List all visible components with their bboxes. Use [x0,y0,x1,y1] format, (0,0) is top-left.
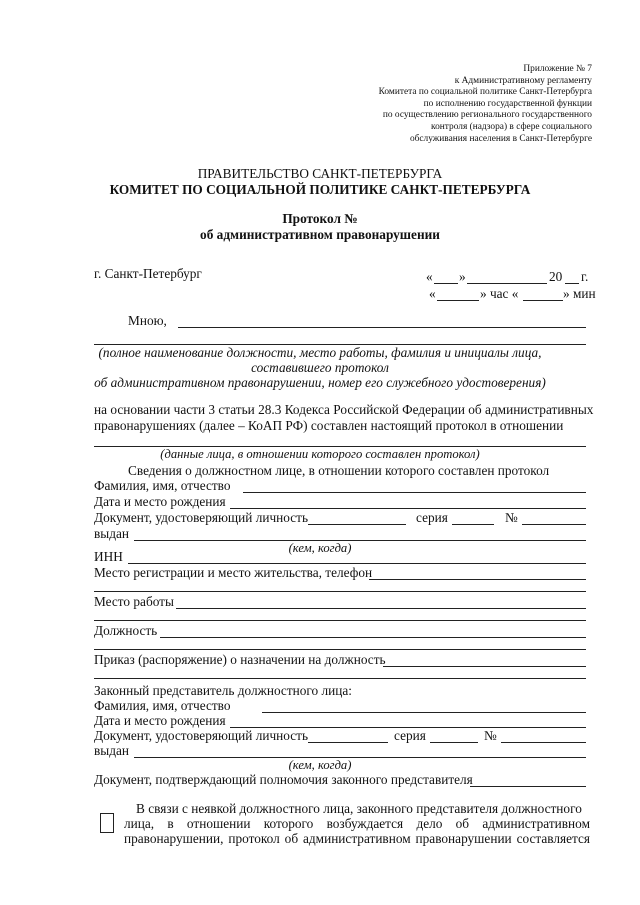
appendix-line: контроля (надзора) в сфере социального [431,121,592,132]
minute-field[interactable] [523,300,563,301]
appendix-line: Комитета по социальной политике Санкт-Петербурга [378,87,592,98]
year-field[interactable] [565,283,579,284]
composer-hint: об административном правонарушении, номер его служебного удостоверения) [94,375,546,390]
official-inn-label: ИНН [94,549,123,564]
official-number-field[interactable] [522,524,586,525]
representative-issued-hint: (кем, когда) [288,758,352,772]
month-field[interactable] [467,283,547,284]
hour-label: » час « [480,286,519,301]
representative-number-label: № [484,728,497,743]
official-order-label: Приказ (распоряжение) о назначении на должность [94,652,386,667]
representative-name-label: Фамилия, имя, отчество [94,698,231,713]
date-close-quote: » [459,269,466,284]
appendix-block [332,64,592,145]
subject-hint: (данные лица, в отношении которого составлен протокол) [160,447,480,461]
absence-text: лица, в отношении которого возбуждается дело об административном [124,816,590,831]
official-position-field-line-2[interactable] [94,649,586,650]
representative-authority-label: Документ, подтверждающий полномочия законного представителя [94,772,473,787]
official-workplace-field[interactable] [176,608,586,609]
official-name-field[interactable] [243,492,586,493]
protocol-title: Протокол № [282,211,358,226]
representative-authority-field[interactable] [470,786,586,787]
official-workplace-field-line-2[interactable] [94,620,586,621]
official-inn-field[interactable] [128,563,586,564]
official-id-label: Документ, удостоверяющий личность [94,510,309,525]
absence-checkbox[interactable] [100,813,114,833]
official-issued-label: выдан [94,526,129,541]
composer-field[interactable] [178,327,586,328]
composer-hint: (полное наименование должности, место работы, фамилия и инициалы лица, [98,345,542,360]
basis-text: на основании части 3 статьи 28.3 Кодекса Российской Федерации об административных [94,402,594,417]
official-registration-field-line-2[interactable] [94,591,586,592]
appendix-line: к Административному регламенту [454,75,592,86]
representative-birth-label: Дата и место рождения [94,713,226,728]
minute-label: » мин [563,286,596,301]
official-series-field[interactable] [452,524,494,525]
appendix-line: по осуществлению регионального государственного [382,110,592,121]
date-open-quote: « [426,269,433,284]
composer-label: Мною, [128,313,167,328]
appendix-line: Приложение № 7 [523,64,592,74]
official-order-field-line-2[interactable] [94,678,586,679]
representative-id-label: Документ, удостоверяющий личность [94,728,309,743]
representative-number-field[interactable] [501,742,586,743]
basis-text: правонарушениях (далее – КоАП РФ) составлен настоящий протокол в отношении [94,418,564,433]
absence-text: В связи с неявкой должностного лица, законного представителя должностного [136,801,582,816]
representative-section-title: Законный представитель должностного лица: [94,683,352,698]
official-id-field[interactable] [308,524,406,525]
official-order-field[interactable] [383,666,586,667]
official-series-label: серия [416,510,448,525]
government-title: ПРАВИТЕЛЬСТВО САНКТ-ПЕТЕРБУРГА [197,166,443,181]
representative-series-field[interactable] [430,742,478,743]
appendix-line: обслуживания населения в Санкт-Петербурге [409,133,592,144]
protocol-subtitle: об административном правонарушении [200,227,440,242]
year-suffix: г. [581,269,589,284]
representative-series-label: серия [394,728,426,743]
official-registration-label: Место регистрации и место жительства, телефон [94,565,373,580]
official-birth-field[interactable] [230,508,586,509]
city-label: г. Санкт-Петербург [94,266,202,281]
representative-issued-label: выдан [94,743,129,758]
day-field[interactable] [434,283,458,284]
representative-name-field[interactable] [262,712,586,713]
year-prefix: 20 [549,269,563,284]
official-position-label: Должность [94,623,158,638]
official-name-label: Фамилия, имя, отчество [94,478,231,493]
representative-id-field[interactable] [308,742,388,743]
official-registration-field[interactable] [369,579,586,580]
composer-hint: составившего протокол [251,360,389,375]
official-section-title: Сведения о должностном лице, в отношении которого составлен протокол [128,463,550,478]
committee-title: КОМИТЕТ ПО СОЦИАЛЬНОЙ ПОЛИТИКЕ САНКТ-ПЕТЕРБУРГА [109,182,531,197]
appendix-line: по исполнению государственной функции [423,98,592,109]
absence-text: правонарушении, протокол об административном правонарушении составляется [124,831,590,846]
official-number-label: № [505,510,518,525]
time-open-quote: « [429,286,436,301]
hour-field[interactable] [437,300,479,301]
official-position-field[interactable] [160,637,586,638]
official-issued-hint: (кем, когда) [288,541,352,555]
official-workplace-label: Место работы [94,594,174,609]
official-birth-label: Дата и место рождения [94,494,226,509]
